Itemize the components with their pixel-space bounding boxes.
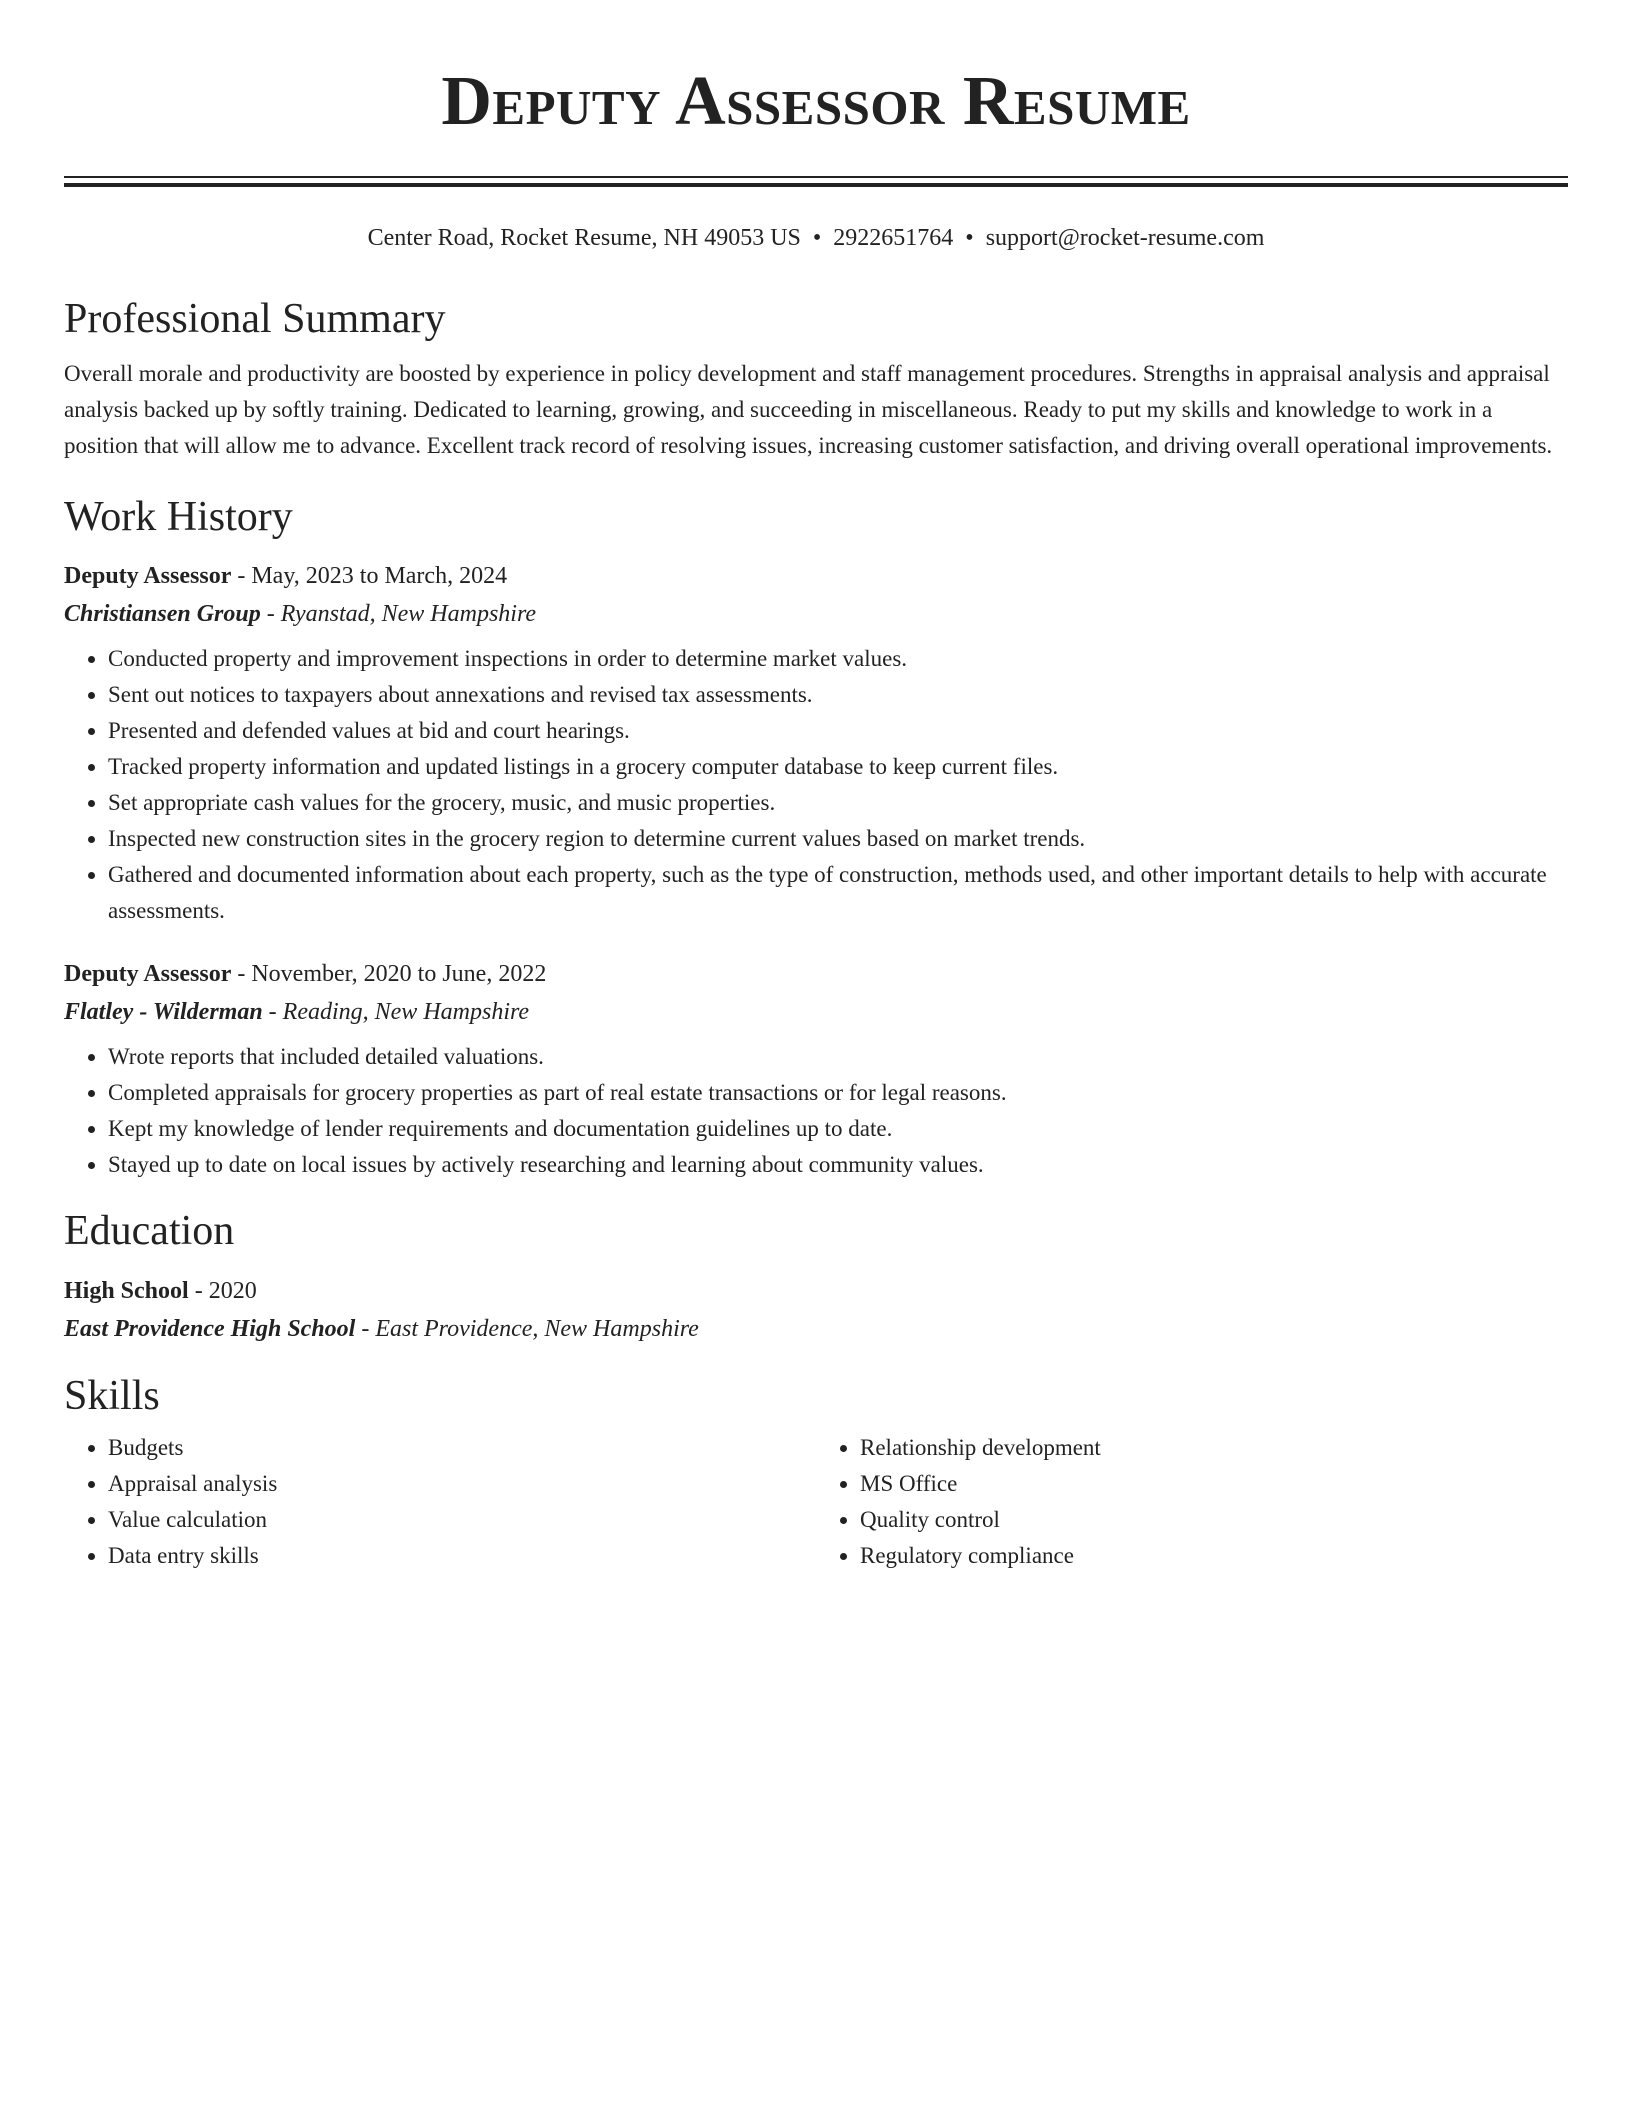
job-bullets	[64, 1039, 1568, 1183]
title-divider	[64, 176, 1568, 187]
job-location: - Reading, New Hampshire	[262, 999, 530, 1025]
skills-section	[64, 1370, 1568, 1574]
contact-phone: 2922651764	[833, 225, 954, 251]
skills-column-right	[816, 1430, 1568, 1574]
skill-item: • Quality control	[860, 1502, 1568, 1538]
job-bullet: • Set appropriate cash values for the grocery, music, and music properties.	[108, 785, 1568, 821]
education-school: East Providence High School	[64, 1316, 356, 1342]
job-bullet: • Wrote reports that included detailed valuations.	[108, 1039, 1568, 1075]
job-dates: - November, 2020 to June, 2022	[231, 961, 547, 987]
skill-item: • Regulatory compliance	[860, 1538, 1568, 1574]
job-entry	[64, 557, 1568, 929]
job-bullet: • Conducted property and improvement inspections in order to determine market values.	[108, 641, 1568, 677]
summary-section	[64, 293, 1568, 464]
skills-grid	[64, 1430, 1568, 1574]
skill-item: • MS Office	[860, 1466, 1568, 1502]
education-section	[64, 1205, 1568, 1348]
skills-heading: Skills	[64, 1373, 160, 1419]
job-company: Flatley - Wilderman	[64, 999, 263, 1025]
job-location: - Ryanstad, New Hampshire	[260, 601, 537, 627]
skill-item: • Appraisal analysis	[108, 1466, 816, 1502]
job-title-line	[64, 557, 1568, 595]
resume-title: Deputy Assessor Resume	[441, 63, 1191, 140]
skill-item: • Relationship development	[860, 1430, 1568, 1466]
education-heading: Education	[64, 1208, 235, 1254]
job-bullet: • Stayed up to date on local issues by actively researching and learning about community values.	[108, 1147, 1568, 1183]
skills-column-left	[64, 1430, 816, 1574]
education-degree: High School	[64, 1278, 189, 1304]
contact-separator: •	[965, 225, 974, 251]
job-company: Christiansen Group	[64, 601, 261, 627]
education-year: - 2020	[188, 1278, 257, 1304]
skill-item: • Data entry skills	[108, 1538, 816, 1574]
contact-address: Center Road, Rocket Resume, NH 49053 US	[367, 225, 801, 251]
job-title: Deputy Assessor	[64, 961, 232, 987]
contact-email: support@rocket-resume.com	[985, 225, 1265, 251]
job-bullet: • Kept my knowledge of lender requirements and documentation guidelines up to date.	[108, 1111, 1568, 1147]
summary-heading: Professional Summary	[64, 296, 446, 342]
education-entry	[64, 1272, 1568, 1348]
summary-text: Overall morale and productivity are boosted by experience in policy development and staff management procedures. Strengths in appraisal analysis and appraisal analysis backed up by softly training. Dedicated to learning, growing, and succeeding in miscellaneous. Ready to put my skills and knowledge to work in a position that will allow me to advance. Excellent track record of resolving issues, increasing customer satisfaction, and driving overall operational improvements.	[64, 361, 1553, 458]
contact-separator: •	[812, 225, 822, 251]
job-bullets	[64, 641, 1568, 929]
job-bullet: • Sent out notices to taxpayers about annexations and revised tax assessments.	[108, 677, 1568, 713]
skill-item: • Budgets	[108, 1430, 816, 1466]
skill-item: • Value calculation	[108, 1502, 816, 1538]
job-bullet: • Presented and defended values at bid and court hearings.	[108, 713, 1568, 749]
job-entry	[64, 955, 1568, 1183]
contact-line	[64, 222, 1568, 254]
job-bullet: • Inspected new construction sites in the grocery region to determine current values based on market trends.	[108, 821, 1568, 857]
job-title-line	[64, 955, 1568, 993]
job-company-line	[64, 595, 1568, 633]
work-history-section	[64, 491, 1568, 1183]
job-bullet: • Tracked property information and updated listings in a grocery computer database to keep current files.	[108, 749, 1568, 785]
job-title: Deputy Assessor	[64, 563, 232, 589]
education-location: - East Providence, New Hampshire	[355, 1316, 699, 1342]
job-bullet: • Completed appraisals for grocery properties as part of real estate transactions or for legal reasons.	[108, 1075, 1568, 1111]
job-company-line	[64, 993, 1568, 1031]
school-line	[64, 1310, 1568, 1348]
work-history-heading: Work History	[64, 494, 293, 540]
job-dates: - May, 2023 to March, 2024	[231, 563, 508, 589]
degree-line	[64, 1272, 1568, 1310]
job-bullet: • Gathered and documented information about each property, such as the type of construction, methods used, and other important details to help with accurate assessments.	[108, 857, 1568, 929]
